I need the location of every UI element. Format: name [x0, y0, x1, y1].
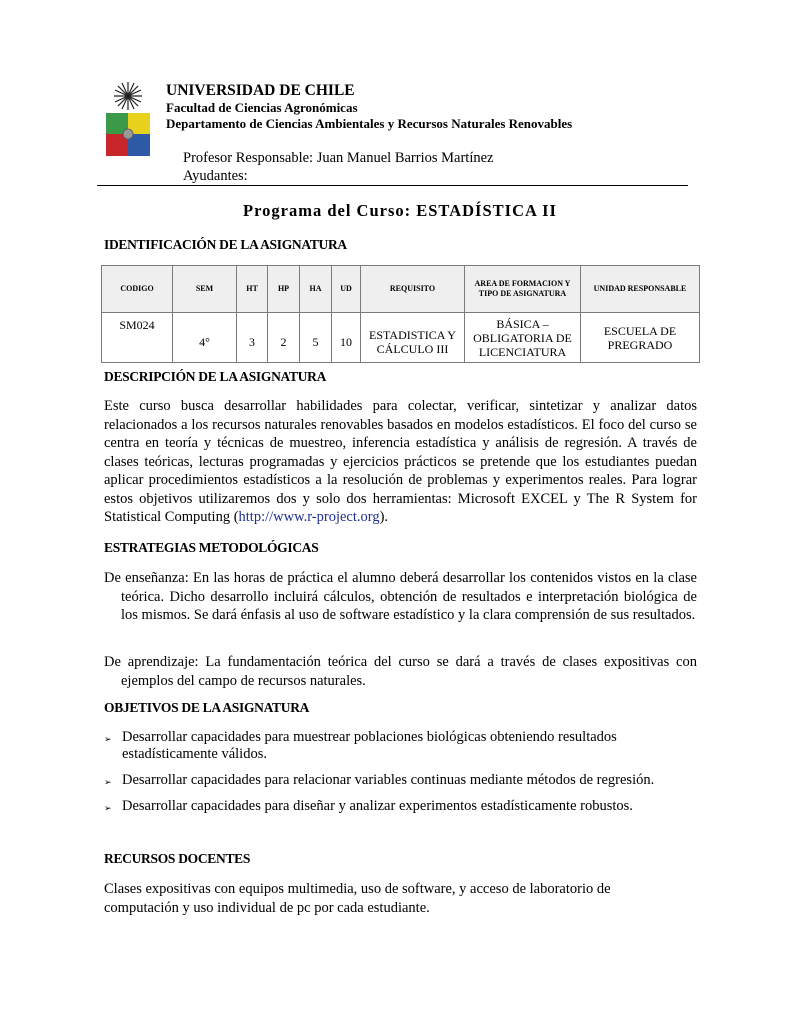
arrow-bullet-icon: ➢	[104, 734, 112, 744]
table-cell-requisite: ESTADISTICA Y CÁLCULO III	[361, 313, 465, 363]
column-header: HP	[268, 266, 300, 313]
resources-heading: RECURSOS DOCENTES	[104, 851, 251, 866]
staff-info	[183, 149, 493, 185]
resources-text: Clases expositivas con equipos multimedia, uso de software, y acceso de laboratorio de computación y uso individual de pc por cada estudiante.	[104, 881, 611, 916]
strategies-heading: ESTRATEGIAS METODOLÓGICAS	[104, 540, 319, 555]
table-cell-code: SM024	[102, 313, 173, 363]
list-item: ➢ Desarrollar capacidades para diseñar y analizar experimentos estadísticamente robustos.	[104, 798, 704, 815]
table-header-row	[102, 266, 700, 313]
strategy-learning: De aprendizaje: La fundamentación teórica del curso se dará a través de clases expositivas con ejemplos del campo de recursos naturales.	[104, 654, 697, 689]
arrow-bullet-icon: ➢	[104, 803, 112, 813]
list-item: ➢ Desarrollar capacidades para relacionar variables continuas mediante métodos de regresión.	[104, 772, 704, 789]
list-item: ➢ Desarrollar capacidades para muestrear poblaciones biológicas obteniendo resultados estadísticamente válidos.	[104, 729, 617, 762]
table-cell-ud: 10	[332, 313, 361, 363]
description-heading: DESCRIPCIÓN DE LA ASIGNATURA	[104, 369, 327, 384]
assistants-line: Ayudantes:	[183, 168, 248, 184]
table-cell-semester: 4°	[173, 313, 237, 363]
table-cell-area: BÁSICA – OBLIGATORIA DE LICENCIATURA	[465, 313, 581, 363]
strategy-teaching: De enseñanza: En las horas de práctica el alumno deberá desarrollar los contenidos vistos en la clase teórica. Dicho desarrollo incluirá cálculos, obtención de resultados e interpretación biológica de los mismos. Se dará énfasis al uso de software estadístico y la clara comprensión de sus resultados.	[104, 570, 697, 623]
description-text: Este curso busca desarrollar habilidades para colectar, verificar, sintetizar y analizar datos relacionados a los recursos naturales renovables basados en modelos estadísticos. El foco del curso se centra en teoría y técnicas de muestreo, inferencia estadística y análisis de regresión. A través de clases teóricas, lecturas programadas y ejercicios prácticos se pretende que los estudiantes puedan aplicar procedimientos estadísticos a la resolución de problemas y experimentos reales. Para lograr estos objetivos utilizaremos dos y solo dos herramientas: Microsoft EXCEL y The R System for Statistical Computing (http://www.r-project.org).	[104, 398, 697, 525]
column-header: HA	[300, 266, 332, 313]
objectives-list	[104, 729, 704, 824]
university-crest-logo	[103, 80, 153, 160]
r-project-link[interactable]: http://www.r-project.org	[238, 509, 380, 525]
professor-line: Profesor Responsable: Juan Manuel Barrios Martínez	[183, 150, 494, 166]
table-cell-ht: 3	[237, 313, 268, 363]
column-header: REQUISITO	[361, 266, 465, 313]
column-header: UD	[332, 266, 361, 313]
header-divider	[97, 185, 688, 186]
department-name: Departamento de Ciencias Ambientales y Recursos Naturales Renovables	[166, 116, 573, 131]
column-header: AREA DE FORMACION Y TIPO DE ASIGNATURA	[465, 266, 581, 313]
identification-table	[101, 265, 700, 363]
table-row	[102, 313, 700, 363]
arrow-bullet-icon: ➢	[104, 777, 112, 787]
institution-header	[166, 82, 572, 132]
page-title: Programa del Curso: ESTADÍSTICA II	[243, 201, 557, 220]
column-header: UNIDAD RESPONSABLE	[581, 266, 700, 313]
column-header: HT	[237, 266, 268, 313]
table-cell-unit: ESCUELA DE PREGRADO	[581, 313, 700, 363]
column-header: SEM	[173, 266, 237, 313]
table-cell-hp: 2	[268, 313, 300, 363]
identification-heading: IDENTIFICACIÓN DE LA ASIGNATURA	[104, 237, 347, 252]
university-name: UNIVERSIDAD DE CHILE	[166, 82, 355, 99]
table-cell-ha: 5	[300, 313, 332, 363]
objectives-heading: OBJETIVOS DE LA ASIGNATURA	[104, 700, 310, 715]
faculty-name: Facultad de Ciencias Agronómicas	[166, 100, 358, 115]
column-header: CODIGO	[102, 266, 173, 313]
